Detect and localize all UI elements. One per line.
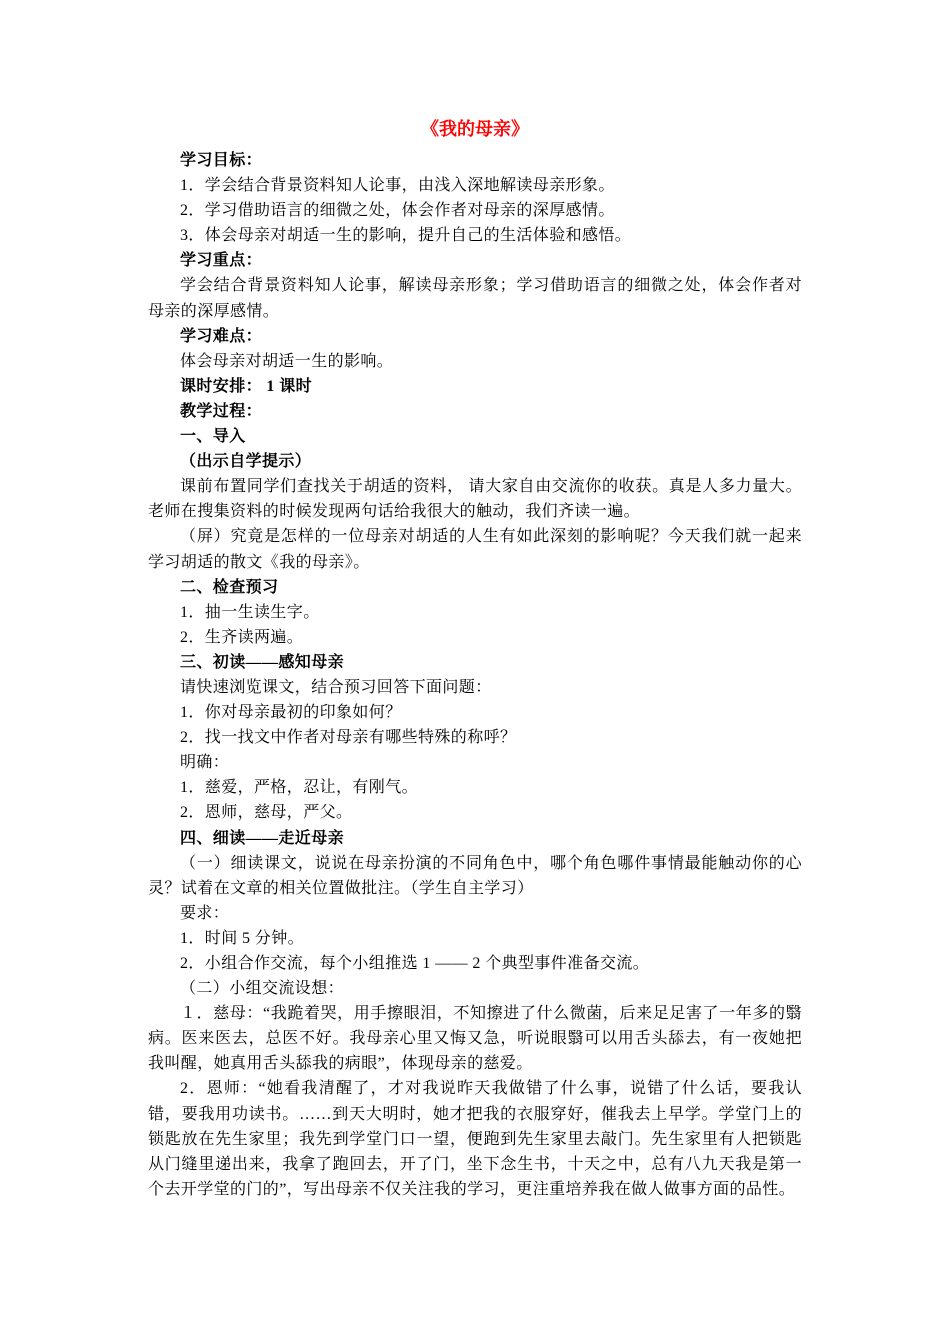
paragraph: 明确：: [180, 754, 230, 772]
document-title: 《我的母亲》: [421, 119, 529, 139]
paragraph: （屏）究竟是怎样的一位母亲对胡适的人生有如此深刻的影响呢？今天我们就一起来学习胡适的散文《我的母亲》。: [148, 528, 802, 571]
paragraph: 1．抽一生读生字。: [180, 603, 320, 621]
paragraph: 1．学会结合背景资料知人论事，由浅入深地解读母亲形象。: [180, 177, 615, 195]
paragraph: 学习目标：: [180, 152, 263, 169]
paragraph: 1．时间 5 分钟。: [180, 929, 305, 947]
paragraph: （一）细读课文，说说在母亲扮演的不同角色中，哪个角色哪件事情最能触动你的心灵？试着在文章的相关位置做批注。（学生自主学习）: [148, 854, 802, 897]
paragraph: 2．找一找文中作者对母亲有哪些特殊的称呼？: [180, 729, 517, 747]
paragraph: 学习重点：: [180, 252, 263, 270]
paragraph: 3．体会母亲对胡适一生的影响，提升自己的生活体验和感悟。: [180, 227, 632, 245]
paragraph: 课时安排： 1 课时: [180, 377, 313, 395]
paragraph: 2．学习借助语言的细微之处，体会作者对母亲的深厚感情。: [180, 202, 615, 220]
paragraph: 三、初读——感知母亲: [180, 653, 345, 671]
paragraph: 四、细读——走近母亲: [180, 829, 345, 847]
paragraph: 教学过程：: [180, 402, 263, 420]
paragraph: 学会结合背景资料知人论事，解读母亲形象；学习借助语言的细微之处，体会作者对母亲的深厚感情。: [148, 277, 802, 320]
paragraph: 1．你对母亲最初的印象如何？: [180, 704, 402, 722]
paragraph: （出示自学提示）: [180, 453, 312, 471]
document-body: [148, 148, 802, 1202]
paragraph: （二）小组交流设想：: [180, 980, 345, 998]
paragraph: 2．生齐读两遍。: [180, 628, 304, 646]
paragraph: 课前布置同学们查找关于胡适的资料， 请大家自由交流你的收获。真是人多力量大。老师在搜集资料的时候发现两句话给我很大的触动，我们齐读一遍。: [148, 478, 802, 521]
paragraph: 体会母亲对胡适一生的影响。: [180, 352, 394, 370]
paragraph: 2．恩师，慈母，严父。: [180, 804, 353, 822]
paragraph: 要求：: [180, 904, 230, 922]
paragraph: 1．慈爱，严格，忍让，有刚气。: [180, 779, 419, 797]
paragraph: 2．恩师：“她看我清醒了，才对我说昨天我做错了什么事，说错了什么话，要我认错，要我用功读书。……到天大明时，她才把我的衣服穿好，催我去上早学。学堂门上的锁匙放在先生家里；我先到学堂门口一望，便跑到先生家里去敲门。先生家里有人把锁匙从门缝里递出来，我拿了跑回去，开了门，坐下念生书，十天之中，总有八九天我是第一个去开学堂的门的”，写出母亲不仅关注我的学习，更注重培养我在做人做事方面的品性。: [148, 1080, 802, 1198]
paragraph: 请快速浏览课文，结合预习回答下面问题：: [180, 678, 492, 696]
paragraph: 一、导入: [180, 428, 246, 446]
paragraph: 2．小组合作交流，每个小组推选 1 —— 2 个典型事件准备交流。: [180, 955, 650, 972]
paragraph: １．慈母：“我跪着哭，用手擦眼泪，不知擦进了什么微菌，后来足足害了一年多的翳病。医来医去，总医不好。我母亲心里又悔又急，听说眼翳可以用舌头舔去，有一夜她把我叫醒，她真用舌头舔我的病眼”，体现母亲的慈爱。: [148, 1005, 802, 1073]
paragraph: 二、检查预习: [180, 578, 279, 596]
paragraph: 学习难点：: [180, 327, 263, 345]
